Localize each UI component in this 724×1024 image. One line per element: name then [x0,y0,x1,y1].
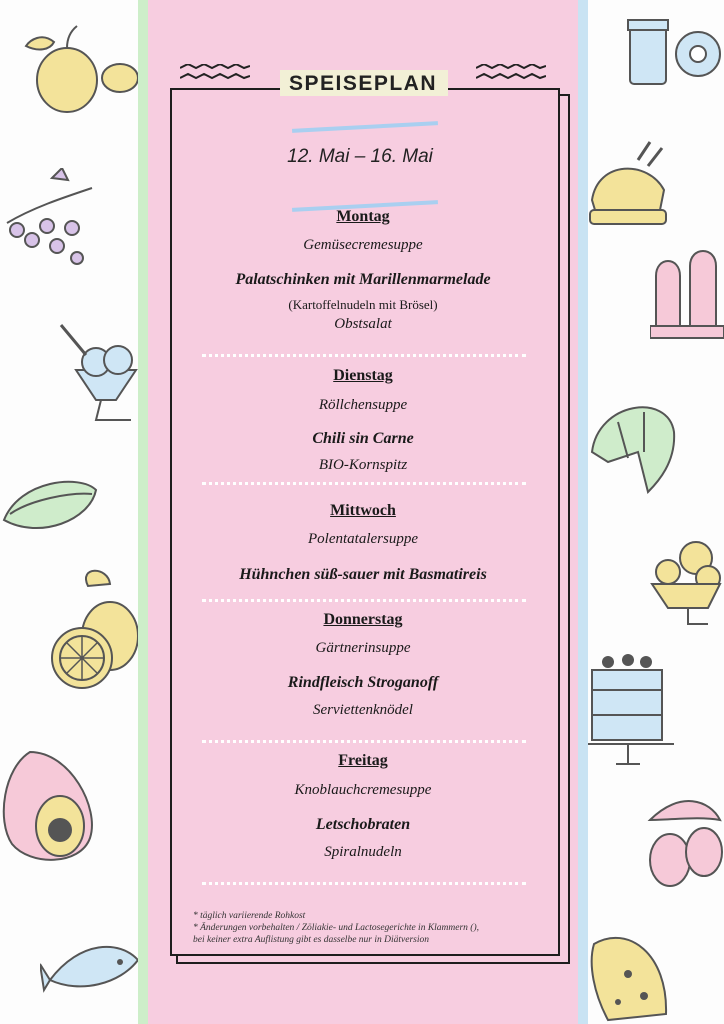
note-monday: (Kartoffelnudeln mit Brösel) [288,297,438,312]
date-range: 12. Mai – 16. Mai [287,146,433,167]
side-friday: Spiralnudeln [324,844,402,860]
soup-wednesday: Polentatalersuppe [308,531,418,547]
dotted-divider [202,882,526,885]
footnote-changes: * Änderungen vorbehalten / Zöliakie- und Lactosegerichte in Klammern (), [193,923,480,933]
coffee-donut-icon [626,14,724,100]
side-thursday: Serviettenknödel [313,702,413,718]
right-decoration-panel [586,0,724,1024]
lemon-icon [38,566,138,702]
main-course-wednesday: Hühnchen süß-sauer mit Basmatireis [239,566,487,583]
sandwich-icon [0,470,100,542]
blue-stripe [578,0,588,1024]
footnote-raw-food: * täglich variierende Rohkost [193,911,306,921]
green-stripe [138,0,148,1024]
dotted-divider [202,599,526,602]
day-heading-monday: Montag [336,208,390,225]
day-heading-tuesday: Dienstag [333,367,393,384]
dotted-divider [202,482,526,485]
figs-icon [640,790,724,894]
footnote-diet: bei keiner extra Auflistung gibt es dasselbe nur in Diätversion [193,935,429,945]
soup-thursday: Gärtnerinsuppe [315,640,411,656]
cheese-icon [588,924,668,1024]
avocado-icon [0,748,104,868]
soup-monday: Gemüsecremesuppe [303,237,423,253]
layer-cake-icon [588,640,678,770]
fruit-bowl-icon [648,528,724,632]
side-tuesday: BIO-Kornspitz [318,457,408,473]
salt-pepper-icon [650,236,724,356]
page-title: SPEISEPLAN [288,72,438,95]
grapes-icon [2,168,102,268]
left-decoration-panel [0,0,138,1024]
day-heading-friday: Freitag [338,752,388,769]
soup-friday: Knoblauchcremesuppe [294,782,432,798]
day-heading-wednesday: Mittwoch [330,502,396,519]
side-monday: Obstsalat [334,316,392,332]
ice-cream-icon [56,320,140,428]
dotted-divider [202,740,526,743]
soup-tuesday: Röllchensuppe [318,397,408,413]
main-course-tuesday: Chili sin Carne [312,430,414,447]
dotted-divider [202,354,526,357]
croissant-icon [588,392,678,496]
day-heading-thursday: Donnerstag [323,611,403,628]
roast-chicken-icon [588,140,668,236]
apple-icon [22,22,138,118]
main-course-thursday: Rindfleisch Stroganoff [287,674,439,691]
main-course-monday: Palatschinken mit Marillenmarmelade [235,271,491,288]
main-course-friday: Letschobraten [315,816,411,833]
fish-icon [40,920,140,1004]
